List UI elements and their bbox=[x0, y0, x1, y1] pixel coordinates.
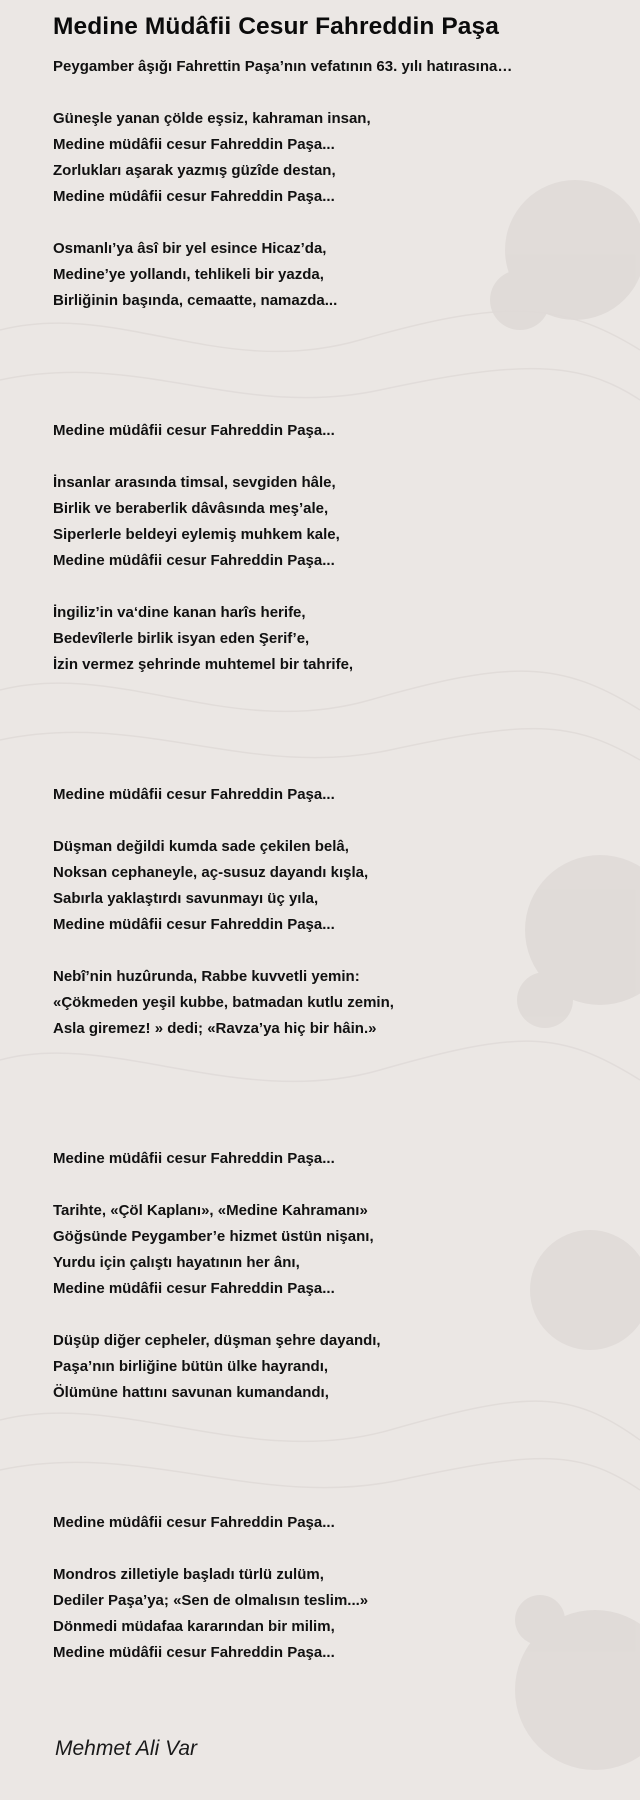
poem-container bbox=[53, 10, 623, 1666]
poem-line: Zorlukları aşarak yazmış güzîde destan, bbox=[53, 162, 336, 179]
poem-line: Tarihte, «Çöl Kaplanı», «Medine Kahramanı» bbox=[53, 1202, 368, 1219]
poem-line: Birlik ve beraberlik dâvâsında meş’ale, bbox=[53, 500, 329, 517]
poem-line: Medine müdâfii cesur Fahreddin Paşa... bbox=[53, 552, 335, 569]
poem-line: Medine müdâfii cesur Fahreddin Paşa... bbox=[53, 188, 335, 205]
poem-line: Medine’ye yollandı, tehlikeli bir yazda, bbox=[53, 266, 324, 283]
stanza-gap bbox=[53, 210, 623, 236]
poem-line: İnsanlar arasında timsal, sevgiden hâle, bbox=[53, 474, 336, 491]
poem-line: Güneşle yanan çölde eşsiz, kahraman insan, bbox=[53, 110, 371, 127]
stanza bbox=[53, 782, 623, 808]
poem-line: Medine müdâfii cesur Fahreddin Paşa... bbox=[53, 916, 335, 933]
stanza-gap bbox=[53, 678, 623, 782]
poem-body bbox=[53, 80, 623, 1666]
poem-line: Düşüp diğer cepheler, düşman şehre dayandı, bbox=[53, 1332, 381, 1349]
author-name: Mehmet Ali Var bbox=[55, 1737, 197, 1760]
poem-line: Medine müdâfii cesur Fahreddin Paşa... bbox=[53, 1514, 335, 1531]
poem-line: Yurdu için çalıştı hayatının her ânı, bbox=[53, 1254, 300, 1271]
stanza-gap bbox=[53, 314, 623, 418]
poem-line: Noksan cephaneyle, aç-susuz dayandı kışla, bbox=[53, 864, 369, 881]
stanza bbox=[53, 236, 623, 314]
stanza bbox=[53, 1146, 623, 1172]
stanza-gap bbox=[53, 1042, 623, 1146]
stanza-gap bbox=[53, 1536, 623, 1562]
stanza bbox=[53, 600, 623, 678]
stanza bbox=[53, 106, 623, 210]
poem-line: Medine müdâfii cesur Fahreddin Paşa... bbox=[53, 786, 335, 803]
poem-line: Dönmedi müdafaa kararından bir milim, bbox=[53, 1618, 335, 1635]
poem-line: «Çökmeden yeşil kubbe, batmadan kutlu zemin, bbox=[53, 994, 394, 1011]
poem-line: Ölümüne hattını savunan kumandandı, bbox=[53, 1384, 329, 1401]
poem-line: İzin vermez şehrinde muhtemel bir tahrife, bbox=[53, 656, 354, 673]
poem-line: Siperlerle beldeyi eylemiş muhkem kale, bbox=[53, 526, 340, 543]
stanza bbox=[53, 418, 623, 444]
poem-title: Medine Müdâfii Cesur Fahreddin Paşa bbox=[53, 13, 499, 40]
stanza bbox=[53, 1328, 623, 1406]
poem-line: İngiliz’in va‘dine kanan harîs herife, bbox=[53, 604, 306, 621]
stanza-gap bbox=[53, 1302, 623, 1328]
poem-line: Medine müdâfii cesur Fahreddin Paşa... bbox=[53, 1150, 335, 1167]
poem-line: Asla giremez! » dedi; «Ravza’ya hiç bir hâin.» bbox=[53, 1020, 377, 1037]
poem-line: Göğsünde Peygamber’e hizmet üstün nişanı, bbox=[53, 1228, 374, 1245]
dedication: Peygamber âşığı Fahrettin Paşa’nın vefatının 63. yılı hatırasına… bbox=[53, 58, 513, 75]
stanza-gap bbox=[53, 80, 623, 106]
poem-line: Birliğinin başında, cemaatte, namazda... bbox=[53, 292, 338, 309]
poem-line: Medine müdâfii cesur Fahreddin Paşa... bbox=[53, 136, 335, 153]
poem-line: Medine müdâfii cesur Fahreddin Paşa... bbox=[53, 1280, 335, 1297]
poem-line: Mondros zilletiyle başladı türlü zulüm, bbox=[53, 1566, 324, 1583]
stanza-gap bbox=[53, 1406, 623, 1510]
poem-line: Osmanlı’ya âsî bir yel esince Hicaz’da, bbox=[53, 240, 327, 257]
stanza bbox=[53, 834, 623, 938]
stanza bbox=[53, 470, 623, 574]
poem-line: Medine müdâfii cesur Fahreddin Paşa... bbox=[53, 1644, 335, 1661]
poem-line: Bedevîlerle birlik isyan eden Şerif’e, bbox=[53, 630, 310, 647]
poem-line: Dediler Paşa’ya; «Sen de olmalısın teslim...» bbox=[53, 1592, 369, 1609]
poem-line: Paşa’nın birliğine bütün ülke hayrandı, bbox=[53, 1358, 329, 1375]
stanza bbox=[53, 1562, 623, 1666]
stanza-gap bbox=[53, 1172, 623, 1198]
poem-line: Düşman değildi kumda sade çekilen belâ, bbox=[53, 838, 349, 855]
stanza-gap bbox=[53, 444, 623, 470]
stanza bbox=[53, 964, 623, 1042]
poem-line: Nebî’nin huzûrunda, Rabbe kuvvetli yemin: bbox=[53, 968, 360, 985]
stanza bbox=[53, 1510, 623, 1536]
stanza bbox=[53, 1198, 623, 1302]
poem-line: Medine müdâfii cesur Fahreddin Paşa... bbox=[53, 422, 335, 439]
stanza-gap bbox=[53, 808, 623, 834]
stanza-gap bbox=[53, 574, 623, 600]
poem-line: Sabırla yaklaştırdı savunmayı üç yıla, bbox=[53, 890, 319, 907]
stanza-gap bbox=[53, 938, 623, 964]
